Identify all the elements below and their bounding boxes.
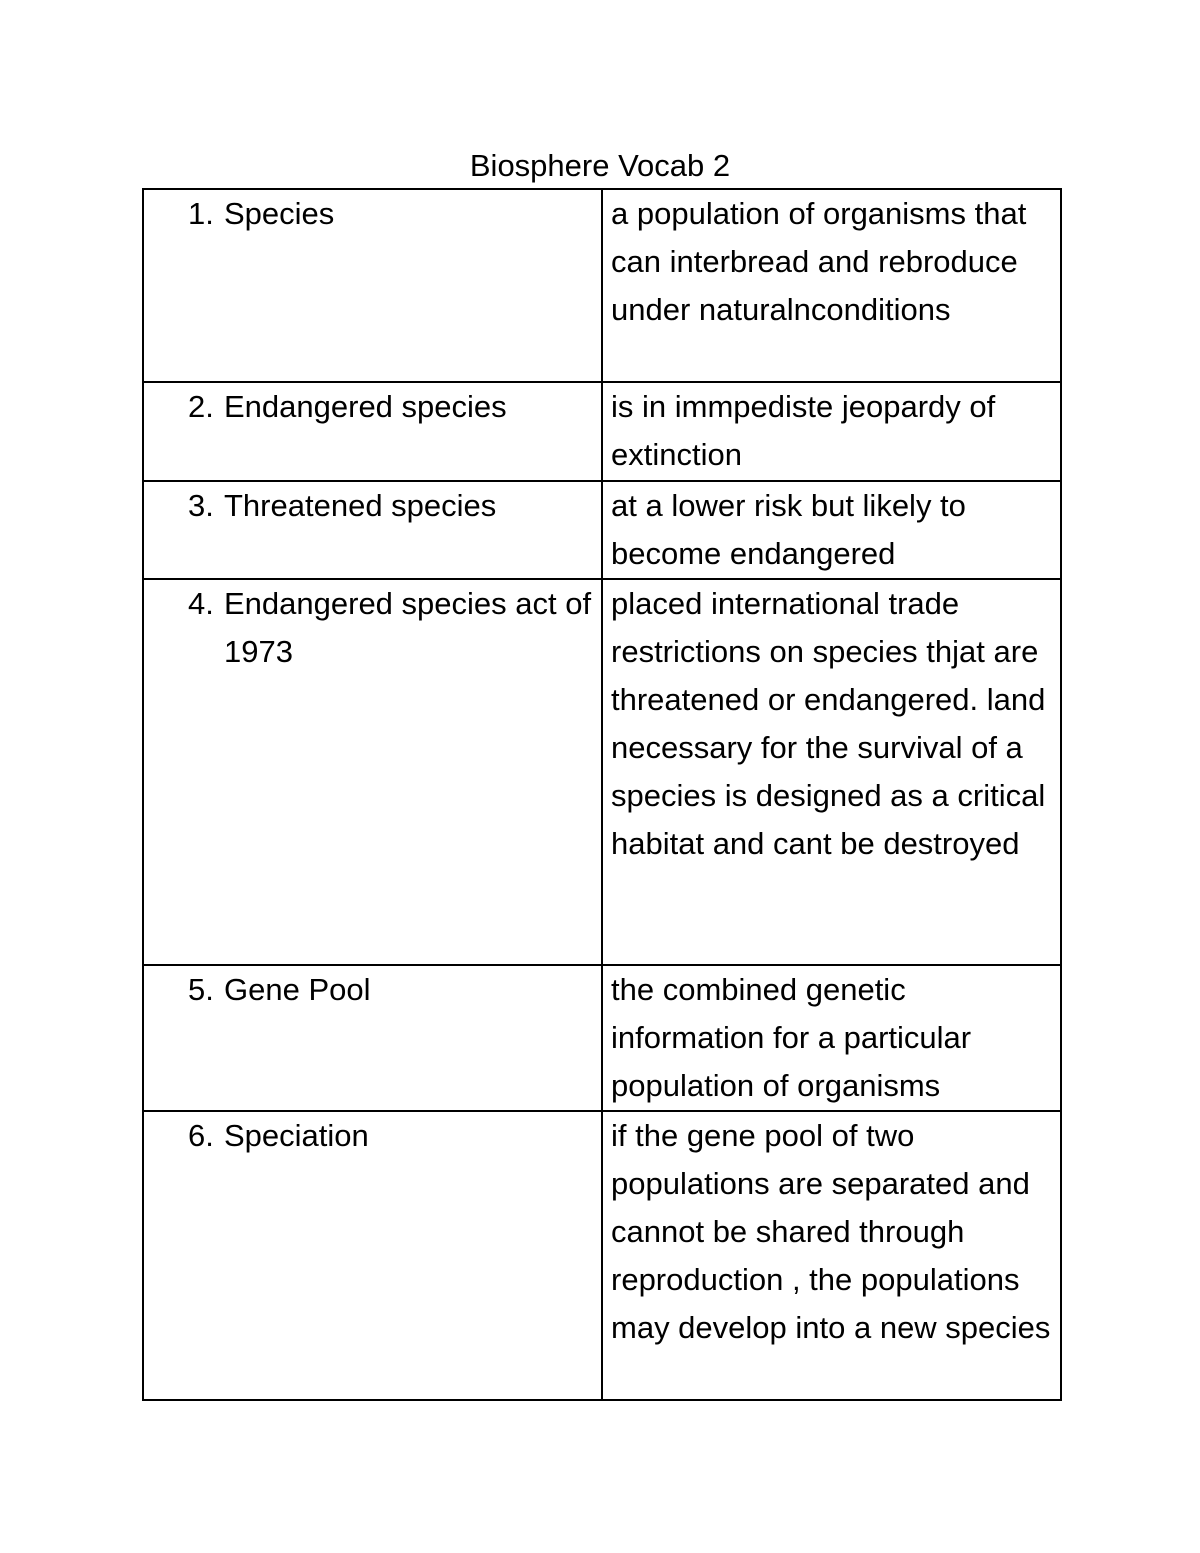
definition-cell: if the gene pool of two populations are separated and cannot be shared through reproduction , the populations may develop into a new species xyxy=(602,1111,1061,1400)
term-cell xyxy=(143,965,602,1111)
definition-cell: at a lower risk but likely to become endangered xyxy=(602,481,1061,579)
term-text: Gene Pool xyxy=(224,972,371,1007)
term-cell xyxy=(143,1111,602,1400)
table-row xyxy=(143,1111,1061,1400)
term-cell xyxy=(143,189,602,382)
table-row xyxy=(143,382,1061,481)
term-text: Species xyxy=(224,196,335,231)
definition-cell: placed international trade restrictions on species thjat are threatened or endangered. land necessary for the survival of a species is designed as a critical habitat and cant be destroyed xyxy=(602,579,1061,965)
vocab-table xyxy=(142,188,1062,1401)
term-number: 5. xyxy=(188,972,214,1007)
definition-cell: is in immpediste jeopardy of extinction xyxy=(602,382,1061,481)
table-row xyxy=(143,965,1061,1111)
term-number: 6. xyxy=(188,1118,214,1153)
term-cell xyxy=(143,382,602,481)
page-title: Biosphere Vocab 2 xyxy=(469,148,731,183)
term-number: 1. xyxy=(188,196,214,231)
term-cell xyxy=(143,579,602,965)
definition-cell: a population of organisms that can interbread and rebroduce under naturalnconditions xyxy=(602,189,1061,382)
table-row xyxy=(143,189,1061,382)
term-text: Speciation xyxy=(224,1118,369,1153)
term-number: 3. xyxy=(188,488,214,523)
term-text: Threatened species xyxy=(224,488,497,523)
term-text: Endangered species act of 1973 xyxy=(224,586,592,669)
table-row xyxy=(143,481,1061,579)
term-cell xyxy=(143,481,602,579)
table-row xyxy=(143,579,1061,965)
term-number: 2. xyxy=(188,389,214,424)
term-text: Endangered species xyxy=(224,389,507,424)
term-number: 4. xyxy=(188,586,214,621)
definition-cell: the combined genetic information for a particular population of organisms xyxy=(602,965,1061,1111)
